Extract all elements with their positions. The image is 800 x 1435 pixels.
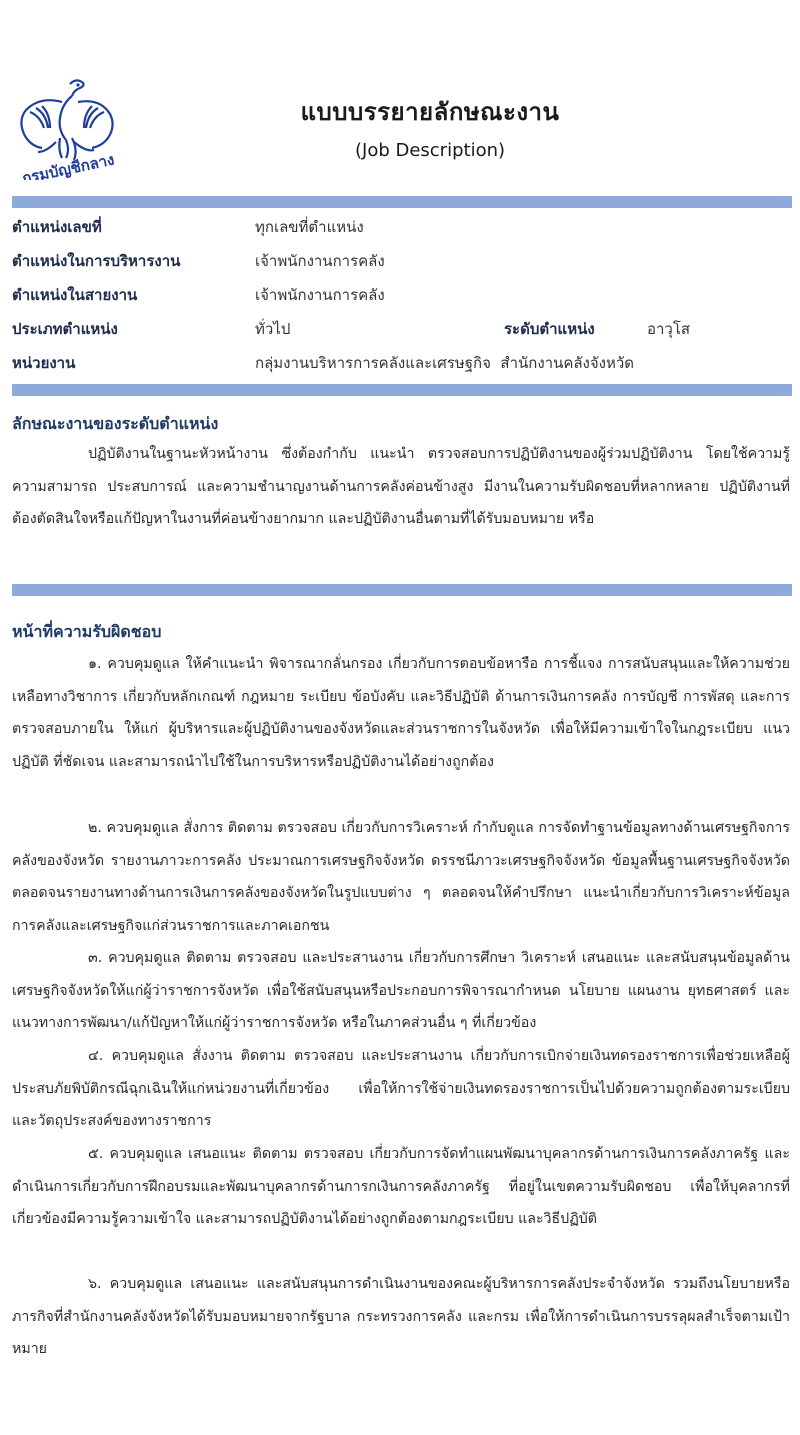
- field-label: ตำแหน่งเลขที่: [12, 218, 102, 236]
- field-label: หน่วยงาน: [12, 354, 76, 372]
- field-position-number: [12, 212, 792, 242]
- field-label: ตำแหน่งในการบริหารงาน: [12, 252, 181, 270]
- field-label: ประเภทตำแหน่ง: [12, 320, 118, 338]
- field-value: กลุ่มงานบริหารการคลังและเศรษฐกิจ สำนักงานคลังจังหวัด: [255, 354, 635, 372]
- field-value: ทั่วไป: [255, 320, 291, 338]
- field-value: เจ้าพนักงานการคลัง: [255, 252, 385, 270]
- responsibility-item-5: ๕. ควบคุมดูแล เสนอแนะ ติดตาม ตรวจสอบ เกี่ยวกับการจัดทำแผนพัฒนาบุคลากรด้านการเงินการคลังภาครัฐ และดำเนินการเกี่ยวกับการฝึกอบรมและพัฒนาบุคลากรด้านการกเงินการคลังภาครัฐ ที่อยู่ในเขตความรับผิดชอบ เพื่อให้บุคลากรที่เกี่ยวข้องมีความรู้ความเข้าใจ และสามารถปฏิบัติงานได้อย่างถูกต้องตามกฎระเบียบ และวิธีปฏิบัติ: [12, 1146, 790, 1227]
- document-subtitle: (Job Description): [354, 140, 506, 161]
- field-position-type: [12, 314, 792, 344]
- job-nature-paragraph: ปฏิบัติงานในฐานะหัวหน้างาน ซึ่งต้องกำกับ แนะนำ ตรวจสอบการปฏิบัติงานของผู้ร่วมปฏิบัติงาน โดยใช้ความรู้ ความสามารถ ประสบการณ์ และความชำนาญงานด้านการคลังค่อนข้างสูง มีงานในความรับผิดชอบที่หลากหลาย ปฏิบัติงานที่ต้องตัดสินใจหรือแก้ปัญหาในงานที่ค่อนข้างยากมาก และปฏิบัติงานอื่นตามที่ได้รับมอบหมาย หรือ: [12, 446, 790, 527]
- responsibility-item-4: ๔. ควบคุมดูแล สั่งงาน ติดตาม ตรวจสอบ และประสานงาน เกี่ยวกับการเบิกจ่ายเงินทดรองราชการเพื่อช่วยเหลือผู้ประสบภัยพิบัติกรณีฉุกเฉินให้แก่หน่วยงานที่เกี่ยวข้อง เพื่อให้การใช้จ่ายเงินทดรองราชการเป็นไปด้วยความถูกต้องตามระเบียบและวัตถุประสงค์ของทางราชการ: [12, 1048, 790, 1129]
- responsibility-item-2: ๒. ควบคุมดูแล สั่งการ ติดตาม ตรวจสอบ เกี่ยวกับการวิเคราะห์ กำกับดูแล การจัดทำฐานข้อมูลทางด้านเศรษฐกิจการคลังของจังหวัด รายงานภาวะการคลัง ประมาณการเศรษฐกิจจังหวัด ดรรชนีภาวะเศรษฐกิจจังหวัด ข้อมูลพื้นฐานเศรษฐกิจจังหวัดตลอดจนรายงานทางด้านการเงินการคลังของจังหวัดในรูปแบบต่าง ๆ ตลอดจนให้คำปรึกษา แนะนำเกี่ยวกับการวิเคราะห์ข้อมูลการคลังและเศรษฐกิจแก่ส่วนราชการและภาคเอกชน: [12, 820, 790, 934]
- field-unit: [12, 348, 792, 378]
- responsibilities-heading: หน้าที่ความรับผิดชอบ: [12, 622, 162, 641]
- field-label: ตำแหน่งในสายงาน: [12, 286, 138, 304]
- document-title: แบบบรรยายลักษณะงาน: [300, 98, 560, 126]
- divider-bar: [12, 384, 792, 396]
- responsibility-item-6: ๖. ควบคุมดูแล เสนอแนะ และสนับสนุนการดำเนินงานของคณะผู้บริหารการคลังประจำจังหวัด รวมถึงนโยบายหรือภารกิจที่สำนักงานคลังจังหวัดได้รับมอบหมายจากรัฐบาล กระทรวงการคลัง และกรม เพื่อให้การดำเนินการบรรลุผลสำเร็จตามเป้าหมาย: [12, 1276, 790, 1357]
- field-value: ทุกเลขที่ตำแหน่ง: [255, 218, 364, 236]
- field-value-level: อาวุโส: [647, 320, 691, 338]
- field-management-position: [12, 246, 792, 276]
- divider-bar: [12, 196, 792, 208]
- field-label-level: ระดับตำแหน่ง: [504, 320, 595, 338]
- responsibility-item-3: ๓. ควบคุมดูแล ติดตาม ตรวจสอบ และประสานงาน เกี่ยวกับการศึกษา วิเคราะห์ เสนอแนะ และสนับสนุนข้อมูลด้านเศรษฐกิจจังหวัดให้แก่ผู้ว่าราชการจังหวัด เพื่อใช้สนับสนุนหรือประกอบการพิจารณากำหนด นโยบาย แผนงาน ยุทธศาสตร์ และแนวทางการพัฒนา/แก้ปัญหาให้แก่ผู้ว่าราชการจังหวัด หรือในภาคส่วนอื่น ๆ ที่เกี่ยวข้อง: [12, 950, 790, 1031]
- field-line-position: [12, 280, 792, 310]
- responsibility-item-1: ๑. ควบคุมดูแล ให้คำแนะนำ พิจารณากลั่นกรอง เกี่ยวกับการตอบข้อหารือ การชี้แจง การสนับสนุนและให้ความช่วยเหลือทางวิชาการ เกี่ยวกับหลักเกณฑ์ กฎหมาย ระเบียบ ข้อบังคับ และวิธีปฏิบัติ ด้านการเงินการคลัง การบัญชี การพัสดุ และการตรวจสอบภายใน ให้แก่ ผู้บริหารและผู้ปฏิบัติงานของจังหวัดและส่วนราชการในจังหวัด เพื่อให้มีความเข้าใจในกฎระเบียบ แนวปฏิบัติ ที่ชัดเจน และสามารถนำไปใช้ในการบริหารหรือปฏิบัติงานได้อย่างถูกต้อง: [12, 656, 790, 770]
- field-value: เจ้าพนักงานการคลัง: [255, 286, 385, 304]
- logo-text: กรมบัญชีกลาง: [20, 150, 116, 180]
- job-nature-heading: ลักษณะงานของระดับตำแหน่ง: [12, 414, 219, 433]
- divider-bar: [12, 584, 792, 596]
